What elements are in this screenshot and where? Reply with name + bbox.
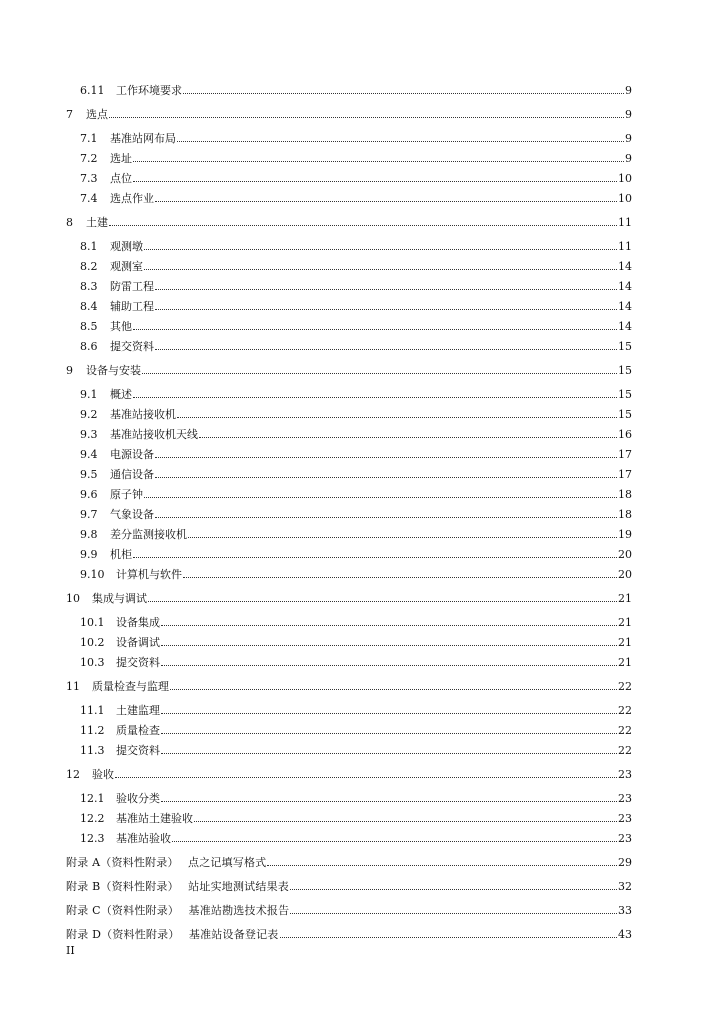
toc-entry[interactable] [66, 508, 632, 522]
toc-entry-page: 20 [618, 548, 632, 561]
toc-entry-page: 9 [625, 108, 632, 121]
dot-leader [161, 800, 617, 802]
toc-entry-title: 辅助工程 [110, 300, 154, 313]
toc-entry-number: 6.11 [80, 84, 105, 97]
toc-entry-number: 9.6 [80, 488, 98, 501]
toc-entry-page: 18 [618, 488, 632, 501]
dot-leader [148, 600, 617, 602]
toc-entry-page: 15 [618, 388, 632, 401]
toc-entry-title: 附录 B（资料性附录） 站址实地测试结果表 [66, 880, 289, 893]
toc-entry-title: 气象设备 [110, 508, 154, 521]
dot-leader [177, 416, 617, 418]
toc-entry[interactable] [66, 548, 632, 562]
toc-entry-title: 基准站验收 [116, 832, 171, 845]
toc-entry-number: 8.2 [80, 260, 98, 273]
toc-entry-page: 33 [618, 904, 632, 917]
toc-entry[interactable] [66, 132, 632, 146]
toc-entry[interactable] [66, 904, 632, 918]
toc-entry-number: 8.4 [80, 300, 98, 313]
toc-entry-title: 其他 [110, 320, 132, 333]
dot-leader [133, 556, 617, 558]
dot-leader [155, 456, 617, 458]
toc-entry-page: 22 [618, 704, 632, 717]
dot-leader [144, 496, 617, 498]
dot-leader [155, 200, 617, 202]
toc-entry-page: 21 [618, 616, 632, 629]
toc-entry-number: 9.7 [80, 508, 98, 521]
toc-entry-number: 9 [66, 364, 73, 377]
toc-entry-title: 机柜 [110, 548, 132, 561]
toc-entry[interactable] [66, 240, 632, 254]
toc-entry-title: 防雷工程 [110, 280, 154, 293]
toc-entry[interactable] [66, 568, 632, 582]
toc-entry-number: 9.4 [80, 448, 98, 461]
toc-entry[interactable] [66, 744, 632, 758]
toc-entry[interactable] [66, 616, 632, 630]
toc-entry[interactable] [66, 832, 632, 846]
toc-entry-number: 7.1 [80, 132, 98, 145]
toc-entry[interactable] [66, 592, 632, 606]
dot-leader [133, 160, 624, 162]
dot-leader [183, 92, 624, 94]
dot-leader [199, 436, 617, 438]
toc-entry[interactable] [66, 636, 632, 650]
toc-entry-title: 选址 [110, 152, 132, 165]
dot-leader [183, 576, 617, 578]
toc-entry-title: 点位 [110, 172, 132, 185]
toc-entry-title: 土建 [86, 216, 108, 229]
toc-entry-page: 29 [618, 856, 632, 869]
toc-entry-page: 23 [618, 812, 632, 825]
dot-leader [188, 536, 617, 538]
toc-entry[interactable] [66, 84, 632, 98]
toc-entry[interactable] [66, 216, 632, 230]
toc-entry-number: 12.3 [80, 832, 105, 845]
dot-leader [267, 864, 617, 866]
toc-entry-title: 选点作业 [110, 192, 154, 205]
toc-entry-title: 提交资料 [116, 656, 160, 669]
dot-leader [290, 888, 617, 890]
toc-entry-number: 12 [66, 768, 80, 781]
toc-entry-page: 10 [618, 192, 632, 205]
toc-entry-page: 17 [618, 448, 632, 461]
toc-entry-page: 11 [618, 240, 632, 253]
toc-entry-title: 验收分类 [116, 792, 160, 805]
toc-entry-page: 20 [618, 568, 632, 581]
dot-leader [155, 516, 617, 518]
toc-entry-title: 基准站接收机天线 [110, 428, 198, 441]
toc-entry-title: 工作环境要求 [116, 84, 182, 97]
dot-leader [115, 776, 617, 778]
dot-leader [155, 348, 617, 350]
toc-entry[interactable] [66, 108, 632, 122]
toc-entry[interactable] [66, 880, 632, 894]
toc-entry-number: 8.5 [80, 320, 98, 333]
toc-entry-number: 11.2 [80, 724, 105, 737]
toc-entry-title: 概述 [110, 388, 132, 401]
toc-entry-page: 14 [618, 280, 632, 293]
dot-leader [133, 396, 617, 398]
toc-entry[interactable] [66, 260, 632, 274]
toc-entry-number: 12.1 [80, 792, 105, 805]
toc-entry-number: 9.10 [80, 568, 105, 581]
toc-entry-page: 14 [618, 260, 632, 273]
toc-entry-title: 基准站网布局 [110, 132, 176, 145]
toc-entry-title: 质量检查 [116, 724, 160, 737]
page-number: II [66, 944, 75, 957]
toc-entry[interactable] [66, 656, 632, 670]
toc-entry-page: 15 [618, 364, 632, 377]
toc-entry-number: 9.5 [80, 468, 98, 481]
toc-entry-page: 9 [625, 152, 632, 165]
toc-entry[interactable] [66, 428, 632, 442]
toc-entry-page: 17 [618, 468, 632, 481]
toc-entry-page: 11 [618, 216, 632, 229]
toc-entry-page: 18 [618, 508, 632, 521]
toc-entry-title: 质量检查与监理 [92, 680, 169, 693]
toc-entry-page: 22 [618, 744, 632, 757]
toc-entry-page: 32 [618, 880, 632, 893]
toc-entry-page: 16 [618, 428, 632, 441]
toc-entry[interactable] [66, 448, 632, 462]
toc-entry-number: 7.2 [80, 152, 98, 165]
toc-entry-number: 7.4 [80, 192, 98, 205]
toc-entry-number: 9.3 [80, 428, 98, 441]
toc-entry-number: 10.1 [80, 616, 105, 629]
toc-entry[interactable] [66, 300, 632, 314]
toc-entry-title: 集成与调试 [92, 592, 147, 605]
toc-entry-title: 观测墩 [110, 240, 143, 253]
toc-entry-page: 21 [618, 636, 632, 649]
toc-entry[interactable] [66, 408, 632, 422]
toc-entry-number: 9.8 [80, 528, 98, 541]
toc-entry[interactable] [66, 172, 632, 186]
toc-entry-number: 10.3 [80, 656, 105, 669]
toc-entry[interactable] [66, 388, 632, 402]
dot-leader [161, 712, 617, 714]
dot-leader [109, 224, 617, 226]
toc-entry-number: 10 [66, 592, 80, 605]
dot-leader [133, 328, 617, 330]
toc-entry[interactable] [66, 792, 632, 806]
toc-entry-page: 14 [618, 300, 632, 313]
toc-entry-page: 22 [618, 680, 632, 693]
dot-leader [161, 664, 617, 666]
toc-entry-title: 设备与安装 [86, 364, 141, 377]
toc-entry[interactable] [66, 928, 632, 942]
toc-entry-number: 9.1 [80, 388, 98, 401]
toc-entry-page: 9 [625, 84, 632, 97]
dot-leader [177, 140, 624, 142]
toc-entry-number: 7 [66, 108, 73, 121]
toc-entry-title: 土建监理 [116, 704, 160, 717]
toc-entry-page: 21 [618, 656, 632, 669]
toc-entry[interactable] [66, 152, 632, 166]
dot-leader [194, 820, 617, 822]
toc-entry-title: 提交资料 [116, 744, 160, 757]
toc-entry[interactable] [66, 192, 632, 206]
toc-entry-page: 15 [618, 408, 632, 421]
toc-entry-number: 8.3 [80, 280, 98, 293]
dot-leader [155, 288, 617, 290]
dot-leader [170, 688, 617, 690]
dot-leader [142, 372, 617, 374]
dot-leader [161, 644, 617, 646]
toc-entry-title: 附录 C（资料性附录） 基准站勘选技术报告 [66, 904, 290, 917]
toc-entry-number: 11.1 [80, 704, 105, 717]
toc-entry-number: 8.6 [80, 340, 98, 353]
toc-entry-title: 通信设备 [110, 468, 154, 481]
toc-entry-title: 设备调试 [116, 636, 160, 649]
toc-entry-number: 8 [66, 216, 73, 229]
dot-leader [290, 912, 617, 914]
dot-leader [161, 732, 617, 734]
toc-entry[interactable] [66, 364, 632, 378]
toc-entry-title: 基准站接收机 [110, 408, 176, 421]
dot-leader [144, 268, 617, 270]
dot-leader [155, 308, 617, 310]
toc-entry-number: 7.3 [80, 172, 98, 185]
toc-entry-title: 附录 D（资料性附录） 基准站设备登记表 [66, 928, 279, 941]
dot-leader [172, 840, 617, 842]
dot-leader [161, 624, 617, 626]
toc-entry[interactable] [66, 704, 632, 718]
dot-leader [155, 476, 617, 478]
toc-entry-number: 8.1 [80, 240, 98, 253]
toc-entry-number: 12.2 [80, 812, 105, 825]
toc-entry-number: 11 [66, 680, 80, 693]
toc-entry-number: 9.9 [80, 548, 98, 561]
toc-entry-page: 21 [618, 592, 632, 605]
toc-entry-title: 选点 [86, 108, 108, 121]
toc-entry-page: 23 [618, 832, 632, 845]
toc-entry-title: 设备集成 [116, 616, 160, 629]
toc-entry-page: 43 [618, 928, 632, 941]
toc-entry[interactable] [66, 340, 632, 354]
toc-entry-number: 10.2 [80, 636, 105, 649]
toc-entry-title: 差分监测接收机 [110, 528, 187, 541]
toc-entry-page: 23 [618, 792, 632, 805]
toc-entry[interactable] [66, 768, 632, 782]
toc-entry[interactable] [66, 320, 632, 334]
toc-entry[interactable] [66, 724, 632, 738]
toc-entry-page: 15 [618, 340, 632, 353]
toc-entry-title: 原子钟 [110, 488, 143, 501]
dot-leader [133, 180, 617, 182]
toc-entry-title: 验收 [92, 768, 114, 781]
toc-entry[interactable] [66, 280, 632, 294]
toc-entry[interactable] [66, 856, 632, 870]
dot-leader [280, 936, 617, 938]
toc-entry-page: 22 [618, 724, 632, 737]
toc-entry[interactable] [66, 680, 632, 694]
toc-entry-number: 11.3 [80, 744, 105, 757]
dot-leader [109, 116, 624, 118]
toc-entry-number: 9.2 [80, 408, 98, 421]
dot-leader [144, 248, 617, 250]
toc-entry-title: 基准站土建验收 [116, 812, 193, 825]
toc-entry-title: 提交资料 [110, 340, 154, 353]
toc-entry-title: 观测室 [110, 260, 143, 273]
toc-entry[interactable] [66, 812, 632, 826]
toc-entry[interactable] [66, 468, 632, 482]
toc-entry-page: 23 [618, 768, 632, 781]
toc-entry[interactable] [66, 528, 632, 542]
toc-entry-page: 14 [618, 320, 632, 333]
dot-leader [161, 752, 617, 754]
toc-entry[interactable] [66, 488, 632, 502]
toc-entry-title: 电源设备 [110, 448, 154, 461]
toc-entry-page: 19 [618, 528, 632, 541]
toc-entry-page: 9 [625, 132, 632, 145]
toc-entry-title: 计算机与软件 [116, 568, 182, 581]
toc-entry-page: 10 [618, 172, 632, 185]
toc-entry-title: 附录 A（资料性附录） 点之记填写格式 [66, 856, 267, 869]
